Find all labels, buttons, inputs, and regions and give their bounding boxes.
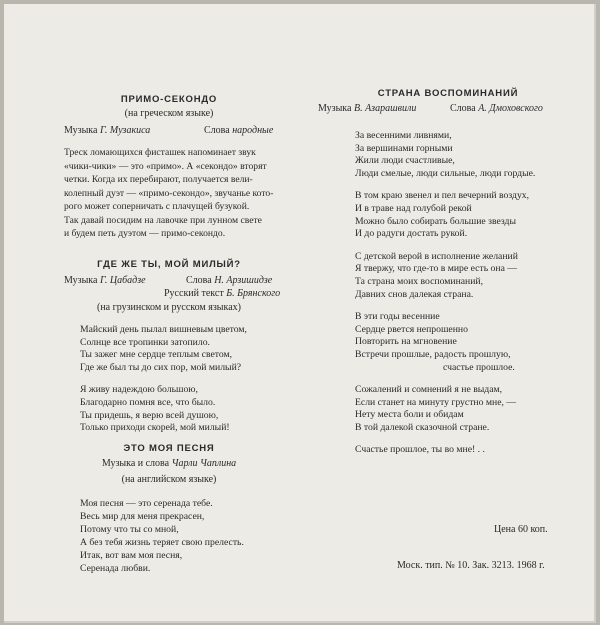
song-title-gde-zhe-ty: ГДЕ ЖЕ ТЫ, МОЙ МИЛЫЙ? xyxy=(97,259,241,270)
composer-name: В. Азарашвили xyxy=(353,103,417,114)
prose-line: колепный дуэт — «примо-секондо», звучанье кото- xyxy=(64,187,274,199)
translator-name: Б. Брянского xyxy=(226,288,281,299)
prose-line: четки. Когда их перебирают, получается вели- xyxy=(64,174,253,185)
lyric-line: Солнце все тропинки затопило. xyxy=(80,336,210,348)
music-credit-primo-secondo xyxy=(64,125,150,136)
music-credit-gde-zhe-ty xyxy=(64,275,146,286)
prose-text-primo-secondo xyxy=(64,146,314,241)
song-title-primo-secondo: ПРИМО-СЕКОНДО xyxy=(120,94,218,105)
lyric-line: Весь мир для меня прекрасен, xyxy=(80,511,205,522)
music-credit-strana xyxy=(318,103,416,114)
language-note-eto-moya-pesnya: (на английском языке) xyxy=(121,474,217,485)
music-label: Музыка xyxy=(318,103,352,114)
lyric-line: Майский день пылал вишневым цветом, xyxy=(80,324,247,335)
lyric-line: Ты зажег мне сердце теплым светом, xyxy=(80,349,233,361)
lyric-line: В эти годы весенние xyxy=(355,311,440,323)
author-name: Чарли Чаплина xyxy=(171,458,237,469)
price-label: Цена 60 коп. xyxy=(494,524,548,535)
words-label: Слова xyxy=(450,103,476,114)
prose-line: рого может соперничать с плачущей бузукой. xyxy=(64,201,250,212)
words-label: Слова xyxy=(186,275,212,286)
lyric-line: Только приходи скорей, мой милый! xyxy=(80,422,230,434)
lyric-line: Серенада любви. xyxy=(80,563,151,574)
lyric-line: Можно было собирать большие звезды xyxy=(355,215,516,227)
lyric-line: В том краю звенел и пел вечерний воздух, xyxy=(355,190,530,202)
lyricist-name: А. Дмоховского xyxy=(478,103,543,114)
words-credit-gde-zhe-ty xyxy=(186,275,272,286)
lyric-line: Потому что ты со мной, xyxy=(80,524,179,535)
lyric-line: С детской верой в исполнение желаний xyxy=(355,250,518,262)
words-label: Слова xyxy=(204,125,230,136)
lyric-line: За вершинами горными xyxy=(355,142,453,154)
lyric-line: Ты придешь, я верю всей душою, xyxy=(80,409,219,421)
prose-line: «чики-чики» — это «примо». А «секондо» вторят xyxy=(64,160,267,172)
words-credit-strana xyxy=(450,103,543,114)
prose-line: Треск ломающихся фисташек напоминает звук xyxy=(64,147,256,158)
lyricist-name: Н. Арзишидзе xyxy=(214,275,273,286)
lyrics-gde-zhe-ty xyxy=(80,324,247,435)
lyric-line: Если станет на минуту грустно мне, — xyxy=(355,396,517,408)
russian-text-label: Русский текст xyxy=(164,288,224,299)
prose-line: и будем петь дуэтом — примо-секондо. xyxy=(64,228,226,239)
lyric-line: Встречи прошлые, радость прошлую, xyxy=(355,348,511,360)
song-title-strana-vospominaniy: СТРАНА ВОСПОМИНАНИЙ xyxy=(377,88,519,99)
lyric-line: И до радуги достать рукой. xyxy=(355,228,468,240)
lyric-line: Сожалений и сомнений я не выдам, xyxy=(355,384,503,396)
lyric-line: Повторить на мгновение xyxy=(355,336,457,348)
music-words-label: Музыка и слова xyxy=(101,458,170,469)
lyric-line: В той далекой сказочной стране. xyxy=(355,421,490,433)
lyric-line: Жили люди счастливые, xyxy=(355,155,455,167)
lyric-line: За весенними ливнями, xyxy=(355,130,452,141)
lyric-line: Благодарно помня все, что было. xyxy=(80,396,216,408)
lyrics-eto-moya-pesnya xyxy=(80,497,244,575)
language-note-primo-secondo: (на греческом языке) xyxy=(124,108,214,119)
composer-name: Г. Музакиса xyxy=(99,125,151,136)
song-title-eto-moya-pesnya: ЭТО МОЯ ПЕСНЯ xyxy=(123,443,215,454)
language-note-gde-zhe-ty: (на грузинском и русском языках) xyxy=(97,302,241,313)
lyric-line: Нету места боли и обидам xyxy=(355,409,464,421)
record-sleeve-page xyxy=(4,4,596,623)
prose-line: Так давай посидим на лавочке при лунном свете xyxy=(64,214,262,226)
lyric-line: Та страна моих воспоминаний, xyxy=(355,275,484,287)
lyric-line: И в траве над голубой рекой xyxy=(355,202,472,214)
lyric-line: Сердце рвется непрошенно xyxy=(355,323,468,335)
lyric-line: Где же был ты до сих пор, мой милый? xyxy=(80,361,242,373)
lyrics-strana-vospominaniy xyxy=(355,130,535,457)
lyricist-name: народные xyxy=(232,125,274,136)
lyric-line: Давних снов далекая страна. xyxy=(355,288,474,300)
lyric-line: Люди смелые, люди сильные, люди гордые. xyxy=(355,167,536,179)
lyric-line: Я твержу, что где-то в мире есть она — xyxy=(355,263,517,275)
music-label: Музыка xyxy=(64,275,98,286)
printer-imprint: Моск. тип. № 10. Зак. 3213. 1968 г. xyxy=(397,560,545,571)
russian-text-credit-gde-zhe-ty xyxy=(164,288,280,299)
lyric-line: Итак, вот вам моя песня, xyxy=(80,550,183,561)
lyric-line: А без тебя жизнь теряет свою прелесть. xyxy=(80,537,244,548)
music-label: Музыка xyxy=(64,125,98,136)
lyric-line: Моя песня — это серенада тебе. xyxy=(80,498,213,509)
lyric-line: Счастье прошлое, ты во мне! . . xyxy=(355,444,485,456)
composer-name: Г. Цабадзе xyxy=(99,275,146,286)
lyric-line: счастье прошлое. xyxy=(443,361,515,373)
lyric-line: Я живу надеждою большою, xyxy=(80,384,198,396)
music-words-credit-eto-moya-pesnya xyxy=(4,458,334,469)
words-credit-primo-secondo xyxy=(204,125,273,136)
